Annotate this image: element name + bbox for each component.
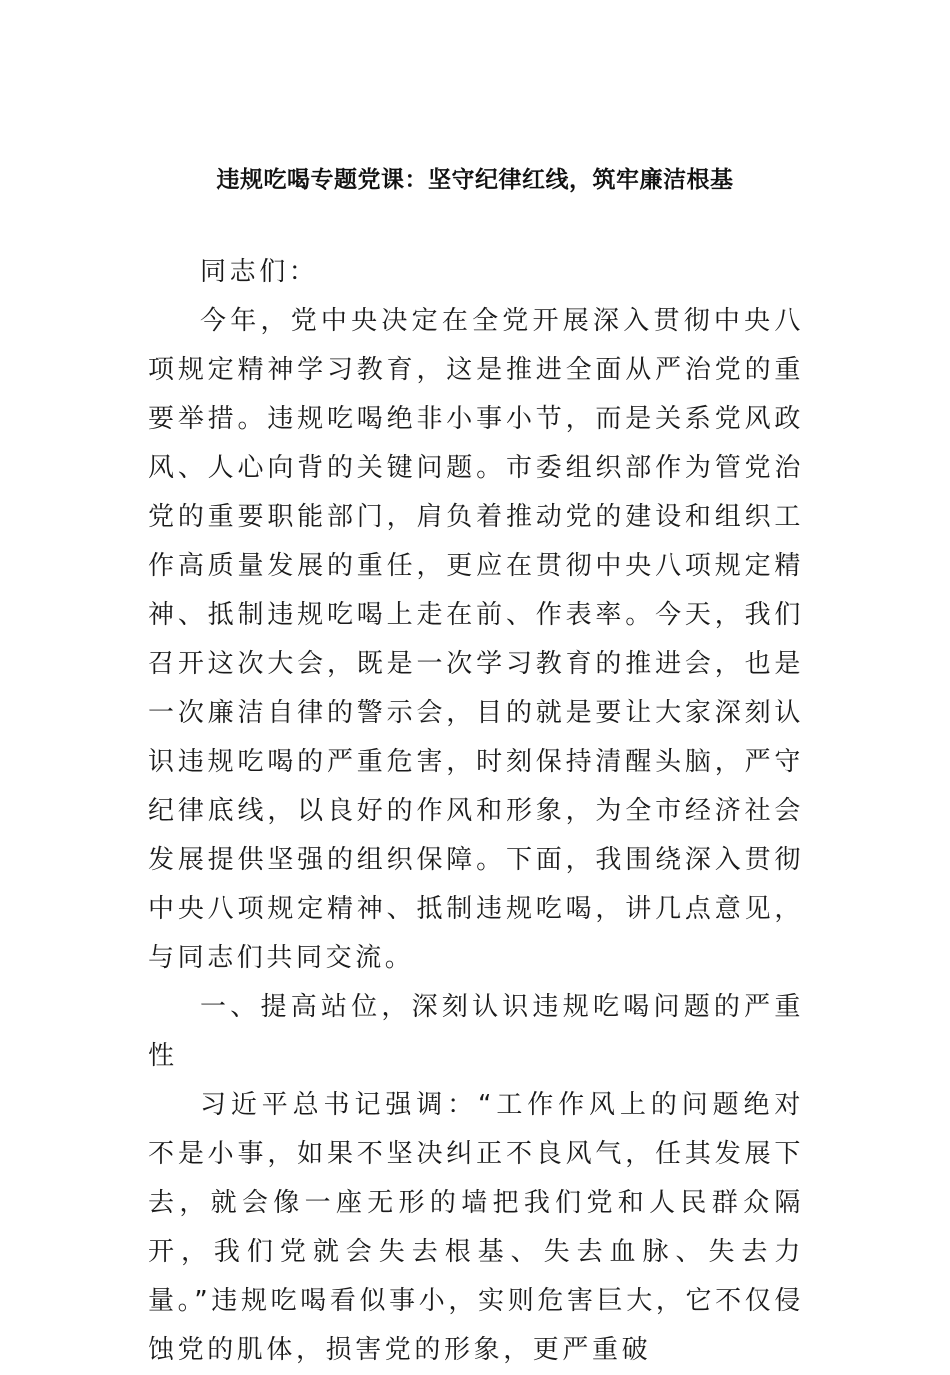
salutation: 同志们：: [200, 257, 319, 287]
paragraph-section-1: 习近平总书记强调：“工作作风上的问题绝对不是小事，如果不坚决纠正不良风气，任其发展下去，就会像一座无形的墙把我们党和人民群众隔开，我们党就会失去根基、失去血脉、失去力量。”违规吃喝看似事小，实则危害巨大，它不仅侵蚀党的肌体，损害党的形象，更严重破: [148, 1090, 804, 1365]
document-body: [148, 248, 804, 1375]
document-title: 违规吃喝专题党课：坚守纪律红线，筑牢廉洁根基: [216, 166, 734, 193]
section-heading-1: 一、提高站位，深刻认识违规吃喝问题的严重性: [148, 992, 804, 1071]
paragraph-intro: 今年，党中央决定在全党开展深入贯彻中央八项规定精神学习教育，这是推进全面从严治党的重要举措。违规吃喝绝非小事小节，而是关系党风政风、人心向背的关键问题。市委组织部作为管党治党的重要职能部门，肩负着推动党的建设和组织工作高质量发展的重任，更应在贯彻中央八项规定精神、抵制违规吃喝上走在前、作表率。今天，我们召开这次大会，既是一次学习教育的推进会，也是一次廉洁自律的警示会，目的就是要让大家深刻认识违规吃喝的严重危害，时刻保持清醒头脑，严守纪律底线，以良好的作风和形象，为全市经济社会发展提供坚强的组织保障。下面，我围绕深入贯彻中央八项规定精神、抵制违规吃喝，讲几点意见，与同志们共同交流。: [148, 306, 804, 973]
